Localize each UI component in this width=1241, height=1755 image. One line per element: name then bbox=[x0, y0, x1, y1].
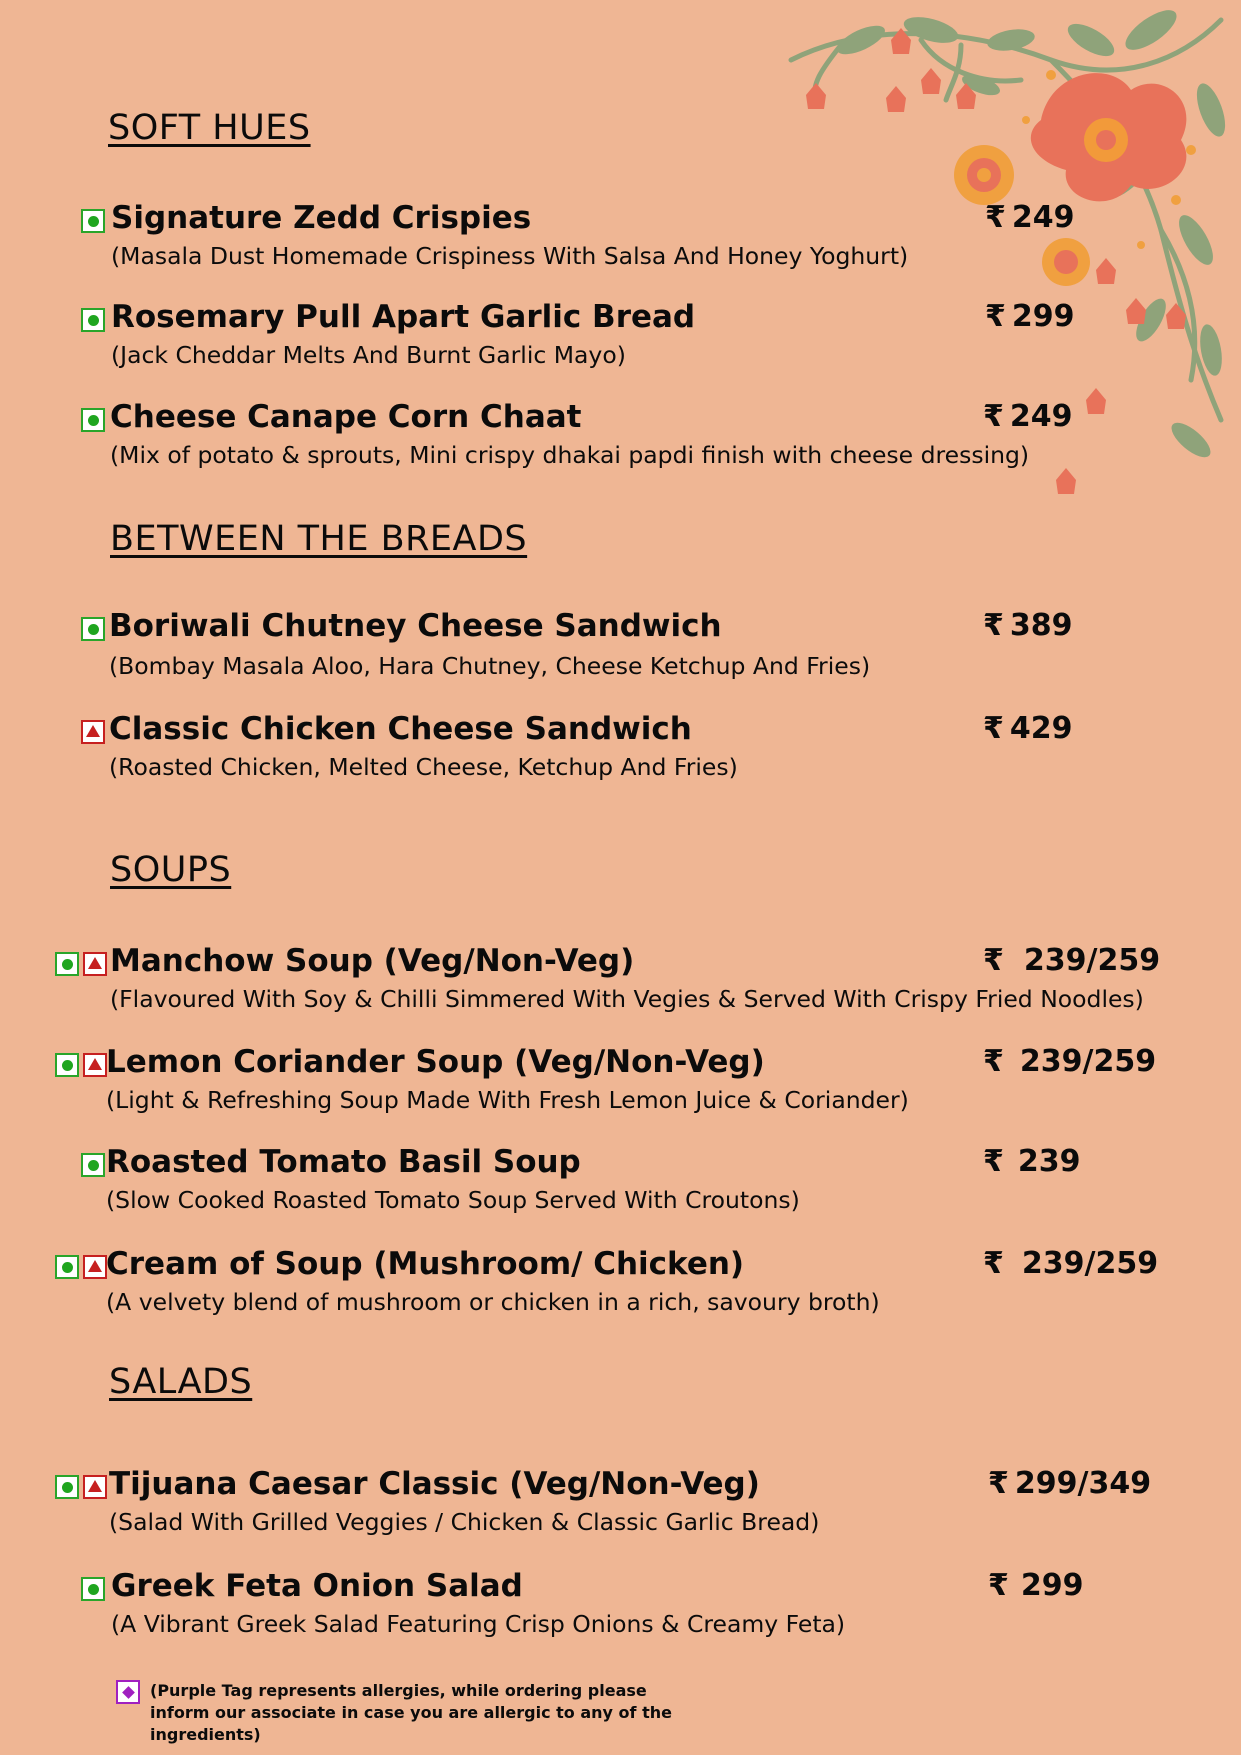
item-description: (Light & Refreshing Soup Made With Fresh Lemon Juice & Coriander) bbox=[106, 1086, 909, 1114]
menu-item bbox=[0, 711, 1241, 791]
non-veg-mark-icon bbox=[83, 1475, 107, 1499]
veg-mark-icon bbox=[55, 952, 79, 976]
item-name: Boriwali Chutney Cheese Sandwich bbox=[109, 608, 722, 644]
menu-item bbox=[0, 1044, 1241, 1124]
menu-item bbox=[0, 200, 1241, 280]
menu-item bbox=[0, 1144, 1241, 1224]
section-title-salads: SALADS bbox=[109, 1362, 253, 1402]
rupee-symbol: ₹ bbox=[983, 1246, 1004, 1281]
item-price: ₹ 249 bbox=[983, 399, 1073, 434]
section-title-soft-hues: SOFT HUES bbox=[108, 108, 311, 148]
rupee-symbol: ₹ bbox=[985, 299, 1006, 334]
menu-item bbox=[0, 1568, 1241, 1648]
item-name: Roasted Tomato Basil Soup bbox=[106, 1144, 581, 1180]
item-name: Cream of Soup (Mushroom/ Chicken) bbox=[106, 1246, 745, 1282]
non-veg-mark-icon bbox=[83, 952, 107, 976]
item-description: (A velvety blend of mushroom or chicken in a rich, savoury broth) bbox=[106, 1288, 880, 1316]
menu-item bbox=[0, 1246, 1241, 1326]
allergy-mark-icon bbox=[116, 1680, 140, 1704]
item-price: ₹ 239/259 bbox=[983, 943, 1161, 978]
rupee-symbol: ₹ bbox=[988, 1568, 1009, 1603]
item-description: (Jack Cheddar Melts And Burnt Garlic Mayo) bbox=[111, 341, 626, 369]
rupee-symbol: ₹ bbox=[983, 608, 1004, 643]
item-description: (Salad With Grilled Veggies / Chicken & Classic Garlic Bread) bbox=[109, 1508, 820, 1536]
veg-mark-icon bbox=[81, 308, 105, 332]
rupee-symbol: ₹ bbox=[983, 1044, 1004, 1079]
item-description: (Roasted Chicken, Melted Cheese, Ketchup And Fries) bbox=[109, 753, 738, 781]
item-description: (Masala Dust Homemade Crispiness With Salsa And Honey Yoghurt) bbox=[111, 242, 909, 270]
item-name: Rosemary Pull Apart Garlic Bread bbox=[111, 299, 696, 335]
item-description: (Flavoured With Soy & Chilli Simmered With Vegies & Served With Crispy Fried Noodles) bbox=[110, 985, 1144, 1013]
item-price: ₹ 239/259 bbox=[983, 1044, 1157, 1079]
menu-item bbox=[0, 1466, 1241, 1546]
rupee-symbol: ₹ bbox=[983, 943, 1004, 978]
rupee-symbol: ₹ bbox=[983, 1144, 1004, 1179]
section-title-between-the-breads: BETWEEN THE BREADS bbox=[110, 519, 528, 559]
veg-mark-icon bbox=[55, 1053, 79, 1077]
item-name: Tijuana Caesar Classic (Veg/Non-Veg) bbox=[109, 1466, 760, 1502]
item-price: ₹ 239 bbox=[983, 1144, 1081, 1179]
item-description: (Bombay Masala Aloo, Hara Chutney, Cheese Ketchup And Fries) bbox=[109, 652, 871, 680]
menu-item bbox=[0, 299, 1241, 379]
non-veg-mark-icon bbox=[83, 1255, 107, 1279]
veg-mark-icon bbox=[81, 1153, 105, 1177]
veg-mark-icon bbox=[81, 209, 105, 233]
item-price: ₹ 429 bbox=[983, 711, 1073, 746]
item-price: ₹ 299/349 bbox=[988, 1466, 1152, 1501]
allergy-note-text: (Purple Tag represents allergies, while ordering please inform our associate in case you are allergic to any of the ingredients) bbox=[150, 1681, 672, 1744]
allergy-note bbox=[116, 1680, 710, 1746]
section-title-soups: SOUPS bbox=[110, 850, 232, 890]
menu-item bbox=[0, 399, 1241, 479]
veg-mark-icon bbox=[81, 408, 105, 432]
non-veg-mark-icon bbox=[83, 1053, 107, 1077]
rupee-symbol: ₹ bbox=[983, 711, 1004, 746]
veg-mark-icon bbox=[55, 1475, 79, 1499]
item-price: ₹ 389 bbox=[983, 608, 1073, 643]
rupee-symbol: ₹ bbox=[988, 1466, 1009, 1501]
veg-mark-icon bbox=[55, 1255, 79, 1279]
item-name: Signature Zedd Crispies bbox=[111, 200, 532, 236]
item-name: Cheese Canape Corn Chaat bbox=[110, 399, 582, 435]
rupee-symbol: ₹ bbox=[983, 399, 1004, 434]
item-price: ₹ 299 bbox=[988, 1568, 1084, 1603]
veg-mark-icon bbox=[81, 617, 105, 641]
non-veg-mark-icon bbox=[81, 720, 105, 744]
item-price: ₹ 249 bbox=[985, 200, 1075, 235]
item-name: Classic Chicken Cheese Sandwich bbox=[109, 711, 692, 747]
item-name: Greek Feta Onion Salad bbox=[111, 1568, 523, 1604]
rupee-symbol: ₹ bbox=[985, 200, 1006, 235]
veg-mark-icon bbox=[81, 1577, 105, 1601]
item-price: ₹ 299 bbox=[985, 299, 1075, 334]
item-description: (A Vibrant Greek Salad Featuring Crisp Onions & Creamy Feta) bbox=[111, 1610, 846, 1638]
item-name: Manchow Soup (Veg/Non-Veg) bbox=[110, 943, 635, 979]
item-description: (Slow Cooked Roasted Tomato Soup Served With Croutons) bbox=[106, 1186, 800, 1214]
item-price: ₹ 239/259 bbox=[983, 1246, 1159, 1281]
item-name: Lemon Coriander Soup (Veg/Non-Veg) bbox=[106, 1044, 765, 1080]
menu-item bbox=[0, 608, 1241, 688]
menu-item bbox=[0, 943, 1241, 1023]
item-description: (Mix of potato & sprouts, Mini crispy dhakai papdi finish with cheese dressing) bbox=[110, 441, 1030, 469]
